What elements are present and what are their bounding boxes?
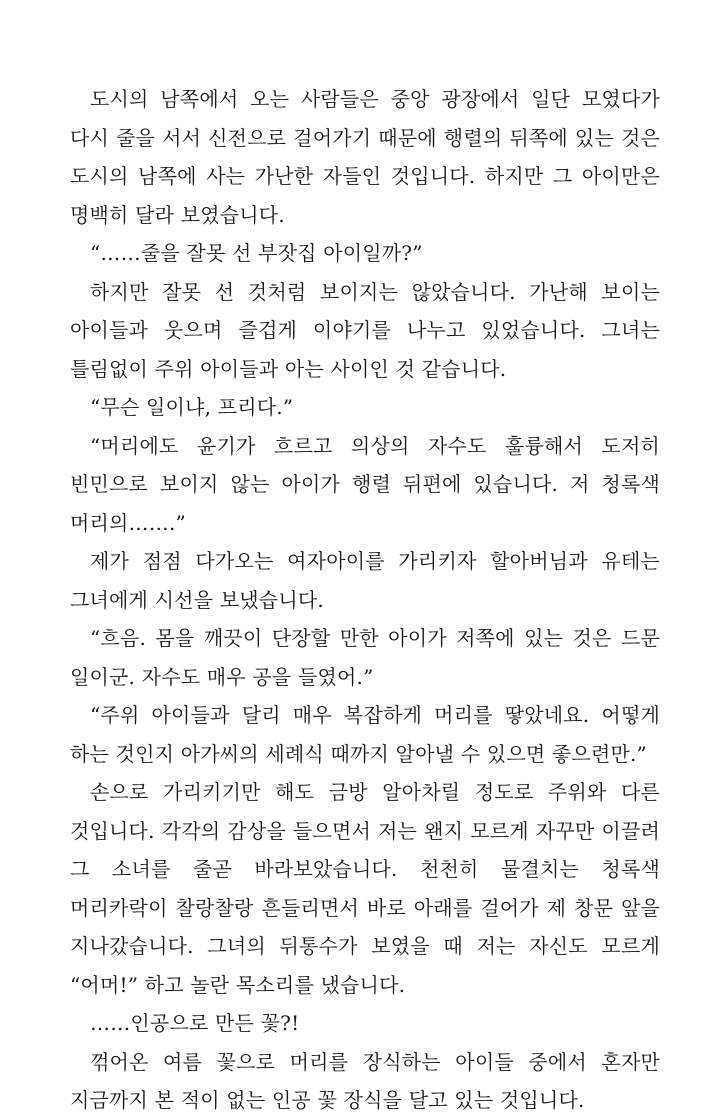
paragraph: “……줄을 잘못 선 부잣집 아이일까?” xyxy=(90,241,423,265)
paragraph: 도시의 남쪽에서 오는 사람들은 중앙 광장에서 일단 모였다가 다시 줄을 서서 신전으로 걸어가기 때문에 행렬의 뒤쪽에 있는 것은 도시의 남쪽에 사는 가난한 자들인 것입니다. 하지만 그 아이만은 명백히 달라 보였습니다. xyxy=(70,87,660,227)
paragraph: “무슨 일이냐, 프리다.” xyxy=(90,395,294,419)
paragraph: 손으로 가리키기만 해도 금방 알아차릴 정도로 주위와 다른 것입니다. 각각의 감상을 들으면서 저는 왠지 모르게 자꾸만 이끌려 그 소녀를 줄곧 바라보았습니다. 천천히 물결치는 청록색 머리카락이 찰랑찰랑 흔들리면서 바로 아래를 걸어가 제 창문 앞을 지나갔습니다. 그녀의 뒤통수가 보였을 때 저는 자신도 모르게 “어머!” 하고 놀란 목소리를 냈습니다. xyxy=(70,780,660,997)
paragraph: ……인공으로 만든 꽃?! xyxy=(90,1011,300,1035)
body-text xyxy=(70,80,660,1120)
paragraph: 제가 점점 다가오는 여자아이를 가리키자 할아버님과 유테는 그녀에게 시선을 보냈습니다. xyxy=(70,549,660,612)
paragraph: “머리에도 윤기가 흐르고 의상의 자수도 훌륭해서 도저히 빈민으로 보이지 않는 아이가 행렬 뒤편에 있습니다. 저 청록색 머리의…….” xyxy=(70,433,660,535)
paragraph: 꺾어온 여름 꽃으로 머리를 장식하는 아이들 중에서 혼자만 지금까지 본 적이 없는 인공 꽃 장식을 달고 있는 것입니다. xyxy=(70,1049,660,1112)
paragraph: “흐음. 몸을 깨끗이 단장할 만한 아이가 저쪽에 있는 것은 드문 일이군. 자수도 매우 공을 들였어.” xyxy=(70,626,660,689)
paragraph: “주위 아이들과 달리 매우 복잡하게 머리를 땋았네요. 어떻게 하는 것인지 아가씨의 세례식 때까지 알아낼 수 있으면 좋으련만.” xyxy=(70,703,660,766)
paragraph: 하지만 잘못 선 것처럼 보이지는 않았습니다. 가난해 보이는 아이들과 웃으며 즐겁게 이야기를 나누고 있었습니다. 그녀는 틀림없이 주위 아이들과 아는 사이인 것 같습니다. xyxy=(70,279,660,381)
